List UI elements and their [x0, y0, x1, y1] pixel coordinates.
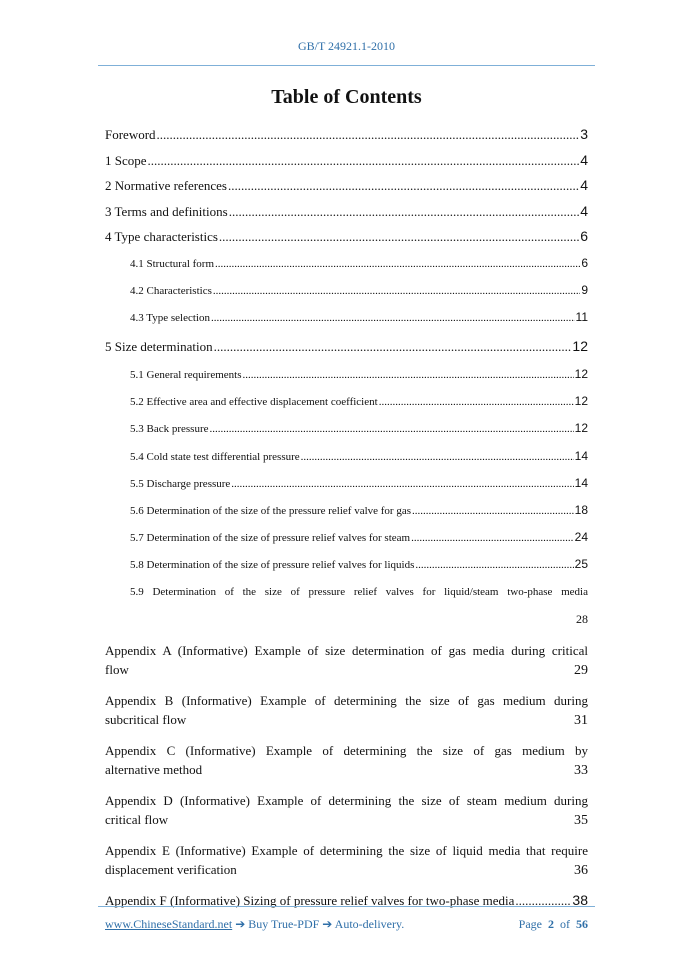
- toc-page-number: 12: [574, 421, 588, 436]
- toc-page-number: 6: [581, 255, 588, 270]
- page-of-label: of: [560, 917, 570, 931]
- toc-entry-label: 4.2 Characteristics: [130, 284, 212, 297]
- toc-entry-label: 3 Terms and definitions: [105, 203, 228, 219]
- dot-leader: [412, 498, 574, 525]
- toc-entry-back-pressure[interactable]: [105, 415, 588, 442]
- toc-entry-label: 4.1 Structural form: [130, 257, 215, 270]
- toc-page-number: 6: [580, 228, 588, 244]
- toc-entry-type-characteristics[interactable]: [105, 224, 588, 250]
- dot-leader: [213, 278, 580, 305]
- toc-entry-label: 4 Type characteristics: [105, 229, 218, 244]
- toc-entry-scope[interactable]: [105, 148, 588, 174]
- toc-entry-liquid-valve-size[interactable]: [105, 551, 588, 578]
- toc-page-number: 38: [572, 891, 588, 908]
- dot-leader: [415, 552, 573, 579]
- toc-page-number: 36: [574, 862, 588, 878]
- toc-page-number: 14: [574, 475, 588, 490]
- dot-leader: [242, 362, 573, 389]
- dot-leader: [231, 471, 573, 498]
- toc-entry-label: Foreword: [105, 127, 156, 142]
- toc-entry-terms-definitions[interactable]: [105, 199, 588, 225]
- toc-entry-label: 5.4 Cold state test differential pressure: [130, 450, 300, 463]
- current-page: 2: [548, 917, 554, 931]
- toc-entry-gas-valve-size[interactable]: [105, 497, 588, 524]
- toc-entry-effective-area[interactable]: [105, 388, 588, 415]
- toc-entry-appendix-d[interactable]: [105, 791, 588, 830]
- toc-entry-general-requirements[interactable]: [105, 361, 588, 388]
- toc-entry-label: Appendix C (Informative) Example of determining the size of gas medium by: [105, 742, 588, 758]
- toc-page-number: 18: [574, 503, 588, 517]
- toc-entry-label: 5.3 Back pressure: [130, 423, 209, 436]
- dot-leader: [228, 173, 579, 199]
- toc-entry-label-continued: alternative method: [105, 761, 203, 777]
- page-title: Table of Contents: [271, 86, 422, 108]
- toc-page-number: 12: [574, 394, 588, 409]
- toc-page-number: 29: [574, 662, 588, 678]
- toc-entry-appendix-c[interactable]: [105, 741, 588, 780]
- toc-entry-structural-form[interactable]: [105, 250, 588, 277]
- toc-entry-label-continued: subcritical flow: [105, 711, 187, 727]
- toc-page-number: 28: [576, 611, 588, 626]
- toc-entry-label: 1 Scope: [105, 152, 147, 168]
- toc-page-number: 3: [580, 126, 588, 142]
- footer-promo-text: ➔ Buy True-PDF ➔ Auto-delivery.: [232, 917, 405, 931]
- toc-entry-label: 5.5 Discharge pressure: [130, 477, 231, 490]
- dot-leader: [157, 122, 580, 148]
- site-link[interactable]: www.ChineseStandard.net: [105, 917, 233, 931]
- toc-page-number: 31: [574, 712, 588, 728]
- toc-page-number: 9: [581, 282, 588, 297]
- document-code-header: GB/T 24921.1-2010: [297, 39, 396, 53]
- toc-page-number: 11: [575, 309, 588, 324]
- toc-entry-discharge-pressure[interactable]: [105, 470, 588, 497]
- toc-entry-label: Appendix B (Informative) Example of determining the size of gas medium during: [105, 692, 588, 708]
- toc-entry-appendix-a[interactable]: [105, 641, 588, 680]
- toc-page-number: 4: [580, 151, 588, 168]
- table-of-contents: [105, 122, 588, 910]
- page-label: Page: [518, 917, 542, 931]
- toc-page-number: 12: [572, 338, 588, 355]
- toc-entry-normative-references[interactable]: [105, 173, 588, 199]
- toc-entry-steam-valve-size[interactable]: [105, 524, 588, 551]
- toc-entry-label: Appendix E (Informative) Example of determining the size of liquid media that require: [105, 842, 588, 858]
- dot-leader: [379, 389, 574, 416]
- toc-entry-label: Appendix F (Informative) Sizing of pressure relief valves for two-phase media: [105, 892, 515, 908]
- toc-entry-appendix-e[interactable]: [105, 841, 588, 880]
- footer-divider: [98, 906, 595, 907]
- toc-entry-foreword[interactable]: [105, 122, 588, 148]
- toc-entry-label: 2 Normative references: [105, 178, 227, 193]
- toc-entry-label: 5.9 Determination of the size of pressure relief valves for liquid/steam two-phase media: [130, 585, 588, 598]
- toc-entry-characteristics[interactable]: [105, 277, 588, 304]
- page-indicator: [519, 917, 588, 932]
- toc-page-number: 4: [580, 202, 588, 219]
- toc-entry-label: 5.8 Determination of the size of pressure relief valves for liquids: [130, 559, 415, 572]
- toc-page-number: 25: [574, 557, 588, 572]
- toc-page-number: 35: [574, 812, 588, 828]
- dot-leader: [211, 305, 575, 332]
- toc-entry-label: 5.2 Effective area and effective displacement coefficient: [130, 396, 378, 409]
- dot-leader: [411, 525, 574, 552]
- header-divider: [98, 65, 595, 66]
- footer-promo: [105, 917, 404, 932]
- toc-entry-type-selection[interactable]: [105, 304, 588, 331]
- toc-entry-label: 5.6 Determination of the size of the pressure relief valve for gas: [130, 505, 412, 517]
- toc-entry-label-continued: critical flow: [105, 811, 169, 827]
- toc-entry-label: Appendix D (Informative) Example of determining the size of steam medium during: [105, 792, 588, 808]
- toc-entry-two-phase-valve-size[interactable]: [105, 579, 588, 633]
- dot-leader: [148, 148, 580, 174]
- dot-leader: [301, 444, 574, 471]
- toc-page-number: 12: [574, 367, 588, 382]
- toc-entry-label: 5 Size determination: [105, 339, 213, 355]
- toc-entry-label: 4.3 Type selection: [130, 311, 210, 324]
- dot-leader: [229, 199, 580, 225]
- toc-entry-label: Appendix A (Informative) Example of size determination of gas media during critical: [105, 642, 588, 658]
- toc-page-number: 14: [574, 448, 588, 463]
- toc-entry-appendix-b[interactable]: [105, 691, 588, 730]
- toc-page-number: 4: [580, 177, 588, 193]
- toc-page-number: 33: [574, 762, 588, 778]
- dot-leader: [219, 224, 579, 250]
- dot-leader: [210, 416, 574, 443]
- total-pages: 56: [576, 917, 588, 931]
- toc-page-number: 24: [574, 530, 588, 545]
- toc-entry-cold-state-test[interactable]: [105, 443, 588, 470]
- dot-leader: [215, 251, 580, 278]
- toc-entry-label-continued: flow: [105, 661, 129, 677]
- toc-entry-label: 5.1 General requirements: [130, 369, 242, 382]
- toc-entry-label: 5.7 Determination of the size of pressure relief valves for steam: [130, 532, 411, 545]
- toc-entry-label-continued: displacement verification: [105, 861, 237, 877]
- toc-entry-size-determination[interactable]: [105, 331, 588, 361]
- dot-leader: [214, 332, 572, 362]
